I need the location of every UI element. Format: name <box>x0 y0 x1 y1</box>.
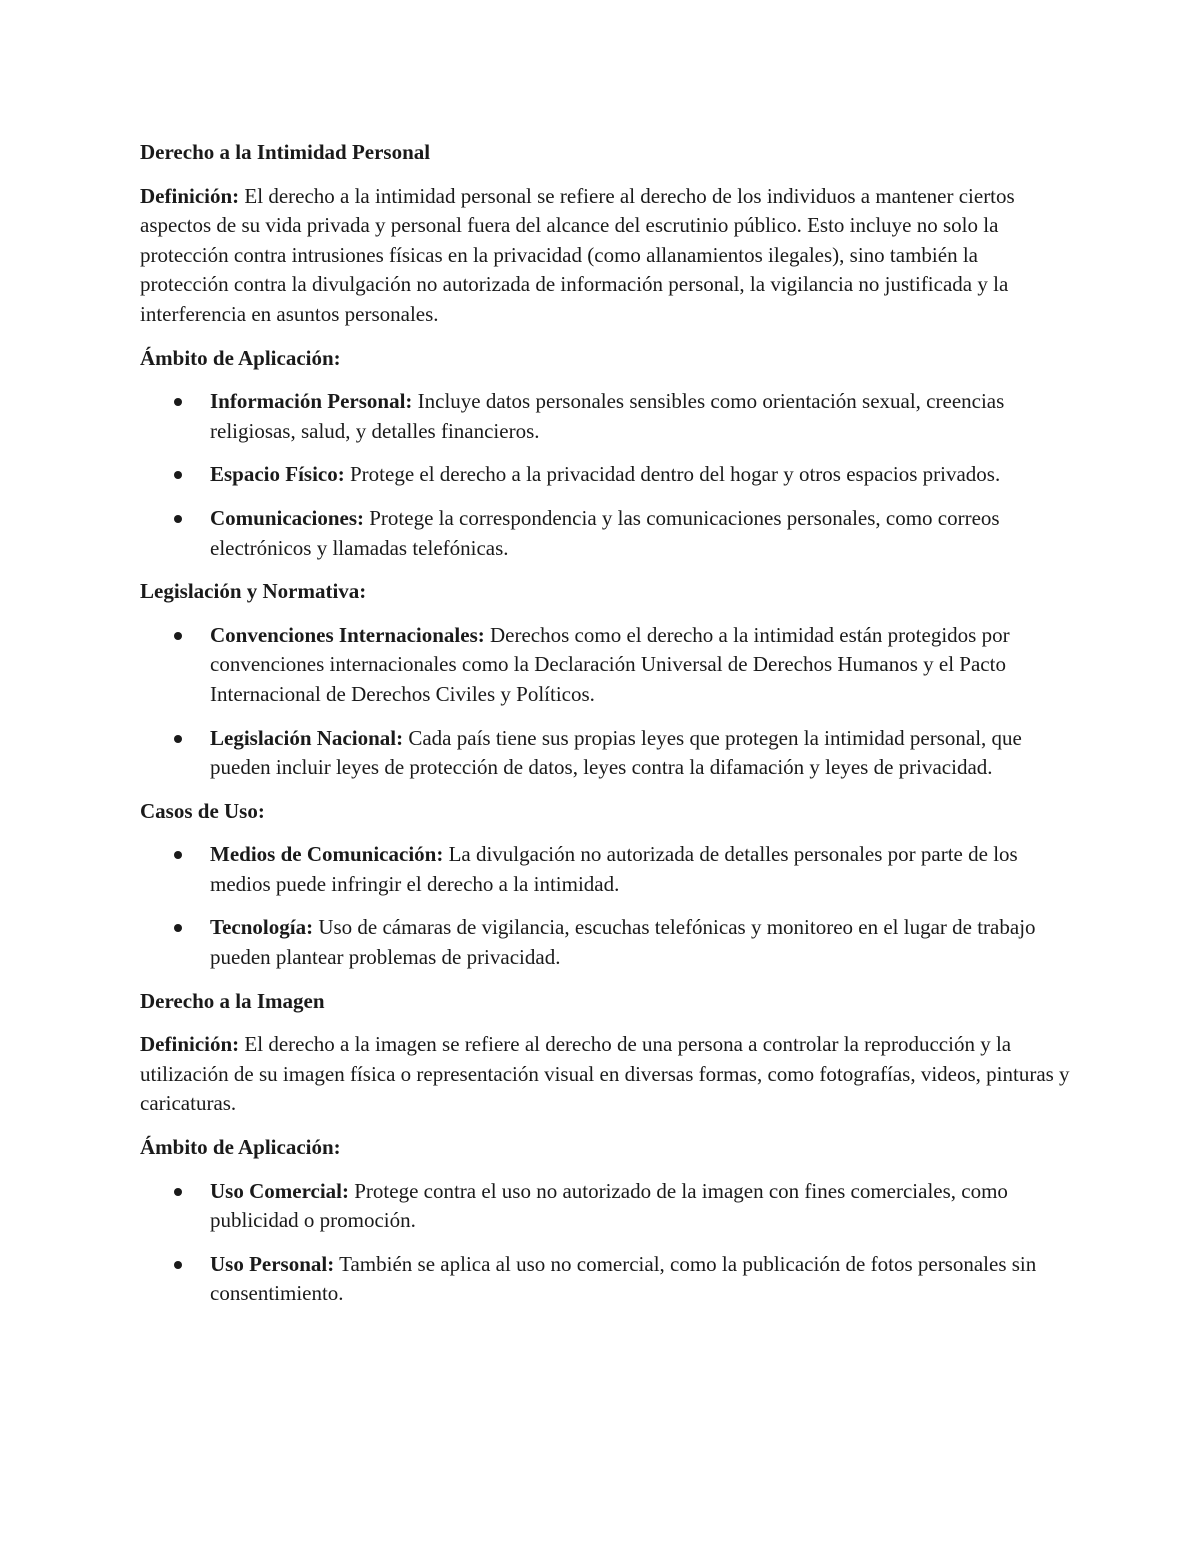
document-page <box>140 138 1070 1323</box>
definition-label: Definición: <box>140 183 240 208</box>
list-item <box>140 504 1070 563</box>
bullet-list <box>140 840 1070 972</box>
section-title: Derecho a la Imagen <box>140 988 325 1013</box>
bullet-list <box>140 1177 1070 1309</box>
item-label: Uso Comercial: <box>210 1178 349 1203</box>
item-text: Protege contra el uso no autorizado de la imagen con fines comerciales, como publicidad o promoción. <box>210 1178 1008 1233</box>
item-text: Uso de cámaras de vigilancia, escuchas telefónicas y monitoreo en el lugar de trabajo pueden plantear problemas de privacidad. <box>210 915 1036 970</box>
item-text: Protege la correspondencia y las comunicaciones personales, como correos electrónicos y llamadas telefónicas. <box>210 505 1000 560</box>
item-text: Derechos como el derecho a la intimidad están protegidos por convenciones internacionales como la Declaración Universal de Derechos Humanos y el Pacto Internacional de Derechos Civiles y Políticos. <box>210 622 1010 706</box>
definition-paragraph <box>140 182 1070 330</box>
list-item <box>140 1250 1070 1309</box>
definition-text: El derecho a la intimidad personal se refiere al derecho de los individuos a mantener ciertos aspectos de su vida privada y personal fuera del alcance del escrutinio público. Esto incluye no solo la protección contra intrusiones físicas en la privacidad (como allanamientos ilegales), sino también la protección contra la divulgación no autorizada de información personal, la vigilancia no justificada y la interferencia en asuntos personales. <box>140 183 1015 326</box>
item-text: También se aplica al uso no comercial, como la publicación de fotos personales sin consentimiento. <box>210 1251 1037 1306</box>
bullet-icon <box>174 515 182 523</box>
item-text: Protege el derecho a la privacidad dentro del hogar y otros espacios privados. <box>344 462 1001 487</box>
list-item <box>140 840 1070 899</box>
subsection-heading: Casos de Uso: <box>140 798 265 823</box>
item-label: Información Personal: <box>210 389 413 414</box>
item-label: Convenciones Internacionales: <box>210 622 485 647</box>
definition-paragraph <box>140 1030 1070 1119</box>
list-item <box>140 621 1070 710</box>
bullet-icon <box>174 398 182 406</box>
item-label: Legislación Nacional: <box>210 725 404 750</box>
subsection-heading: Ámbito de Aplicación: <box>140 345 341 370</box>
list-item <box>140 724 1070 783</box>
item-text: Cada país tiene sus propias leyes que protegen la intimidad personal, que pueden incluir leyes de protección de datos, leyes contra la difamación y leyes de privacidad. <box>210 725 1022 780</box>
bullet-icon <box>174 851 182 859</box>
subsection-heading: Legislación y Normativa: <box>140 579 367 604</box>
item-label: Medios de Comunicación: <box>210 842 444 867</box>
list-item <box>140 913 1070 972</box>
item-label: Comunicaciones: <box>210 505 364 530</box>
item-text: La divulgación no autorizada de detalles personales por parte de los medios puede infringir el derecho a la intimidad. <box>210 842 1018 896</box>
section-title: Derecho a la Intimidad Personal <box>140 140 431 164</box>
bullet-icon <box>174 1188 182 1196</box>
bullet-icon <box>174 632 182 640</box>
bullet-icon <box>174 1261 182 1269</box>
list-item <box>140 387 1070 446</box>
bullet-icon <box>174 924 182 932</box>
definition-text: El derecho a la imagen se refiere al derecho de una persona a controlar la reproducción y la utilización de su imagen física o representación visual en diversas formas, como fotografías, videos, pinturas y caricaturas. <box>140 1032 1070 1116</box>
definition-label: Definición: <box>140 1032 240 1057</box>
item-label: Espacio Físico: <box>210 462 345 487</box>
list-item <box>140 460 1070 490</box>
bullet-icon <box>174 735 182 743</box>
list-item <box>140 1177 1070 1236</box>
bullet-icon <box>174 471 182 479</box>
bullet-list <box>140 387 1070 563</box>
item-label: Uso Personal: <box>210 1251 335 1276</box>
bullet-list <box>140 621 1070 783</box>
item-text: Incluye datos personales sensibles como orientación sexual, creencias religiosas, salud, y detalles financieros. <box>210 389 1005 443</box>
item-label: Tecnología: <box>210 915 314 940</box>
subsection-heading: Ámbito de Aplicación: <box>140 1135 341 1160</box>
